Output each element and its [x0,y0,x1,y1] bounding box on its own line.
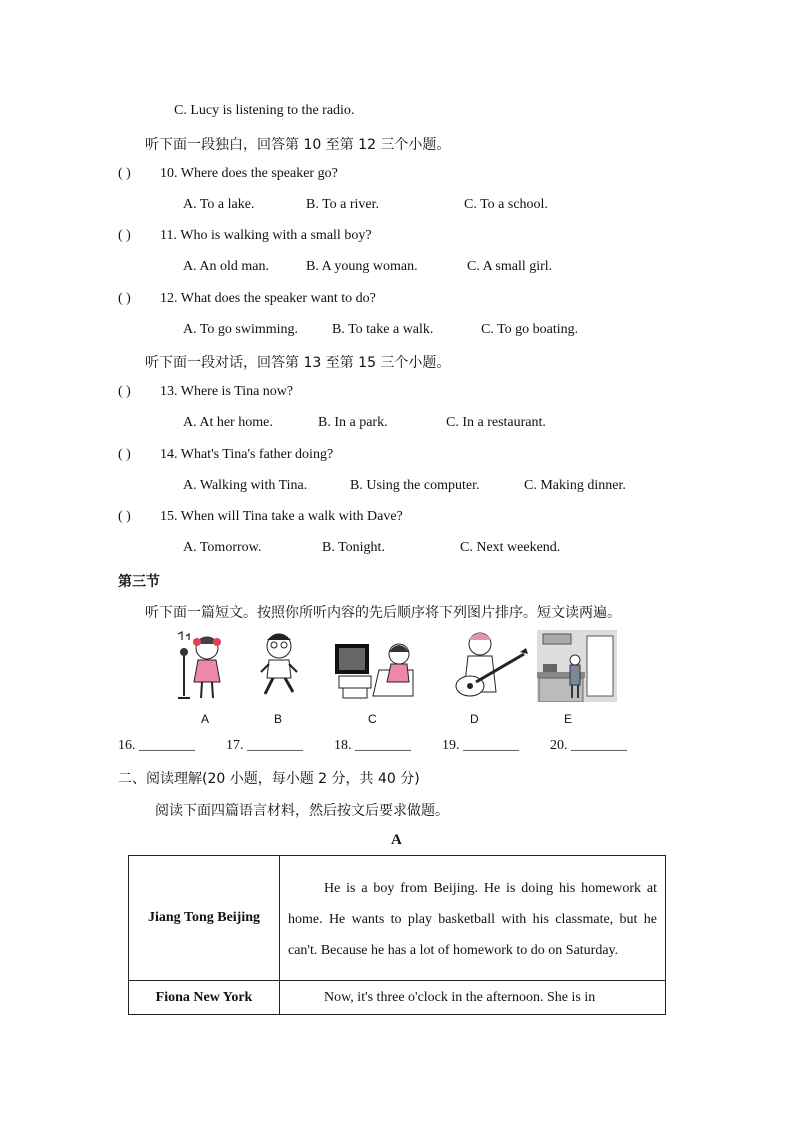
picture-label-b: B [274,712,283,726]
option-b: B. To a river. [306,197,380,212]
girl-singing-picture [172,630,232,702]
option-c: C. A small girl. [467,259,553,274]
instruction-monologue: 听下面一段独白，回答第 10 至第 12 三个小题。 [145,137,451,153]
question-11: 11. Who is walking with a small boy? [160,228,372,243]
answer-blank-16[interactable]: 16. ________ [118,738,195,753]
question-15: 15. When will Tina take a walk with Dave? [160,509,403,524]
person-name: Jiang Tong Beijing [129,856,280,981]
kitchen-picture [537,630,617,702]
option-a: A. At her home. [183,415,273,430]
option-c: C. In a restaurant. [446,415,546,430]
option-line: C. Lucy is listening to the radio. [174,103,355,118]
girl-watching-tv-picture [333,630,423,702]
answer-blank-18[interactable]: 18. ________ [334,738,411,753]
table-row [129,856,666,981]
option-b: B. To take a walk. [332,322,434,337]
person-description: Now, it's three o'clock in the afternoon. She is in [280,981,666,1015]
answer-bracket: ( ) [118,384,131,399]
option-a: A. Tomorrow. [183,540,262,555]
question-12: 12. What does the speaker want to do? [160,291,376,306]
option-c: C. Next weekend. [460,540,561,555]
picture-label-d: D [470,712,479,726]
option-c: C. Making dinner. [524,478,626,493]
person-description: He is a boy from Beijing. He is doing his homework at home. He wants to play basketball with his classmate, but he can't. Because he has a lot of homework to do on Saturday. [280,856,666,981]
answer-blank-19[interactable]: 19. ________ [442,738,519,753]
answer-bracket: ( ) [118,291,131,306]
question-13: 13. Where is Tina now? [160,384,294,399]
picture-label-c: C [368,712,377,726]
option-b: B. Using the computer. [350,478,480,493]
answer-bracket: ( ) [118,447,131,462]
option-c: C. To a school. [464,197,548,212]
option-b: B. In a park. [318,415,388,430]
option-a: A. To a lake. [183,197,255,212]
option-a: A. To go swimming. [183,322,299,337]
answer-bracket: ( ) [118,509,131,524]
instruction-dialogue: 听下面一段对话，回答第 13 至第 15 三个小题。 [145,355,451,371]
answer-blank-20[interactable]: 20. ________ [550,738,627,753]
option-b: B. A young woman. [306,259,418,274]
passage-table [128,855,666,1015]
answer-bracket: ( ) [118,228,131,243]
table-row [129,981,666,1015]
section-instruction: 听下面一篇短文。按照你所听内容的先后顺序将下列图片排序。短文读两遍。 [145,605,621,621]
picture-label-e: E [564,712,573,726]
answer-bracket: ( ) [118,166,131,181]
section-title: 第三节 [118,574,160,590]
boy-dancing-picture [255,630,303,702]
part-title: 二、阅读理解(20 小题，每小题 2 分，共 40 分) [118,771,420,787]
part-instruction: 阅读下面四篇语言材料，然后按文后要求做题。 [155,803,449,819]
question-10: 10. Where does the speaker go? [160,166,338,181]
answer-blank-17[interactable]: 17. ________ [226,738,303,753]
option-c: C. To go boating. [481,322,579,337]
option-a: A. Walking with Tina. [183,478,308,493]
picture-label-a: A [201,712,210,726]
question-14: 14. What's Tina's father doing? [160,447,334,462]
person-name: Fiona New York [129,981,280,1015]
option-a: A. An old man. [183,259,269,274]
boy-guitar-picture [446,630,530,702]
option-b: B. Tonight. [322,540,385,555]
passage-label: A [391,832,402,848]
